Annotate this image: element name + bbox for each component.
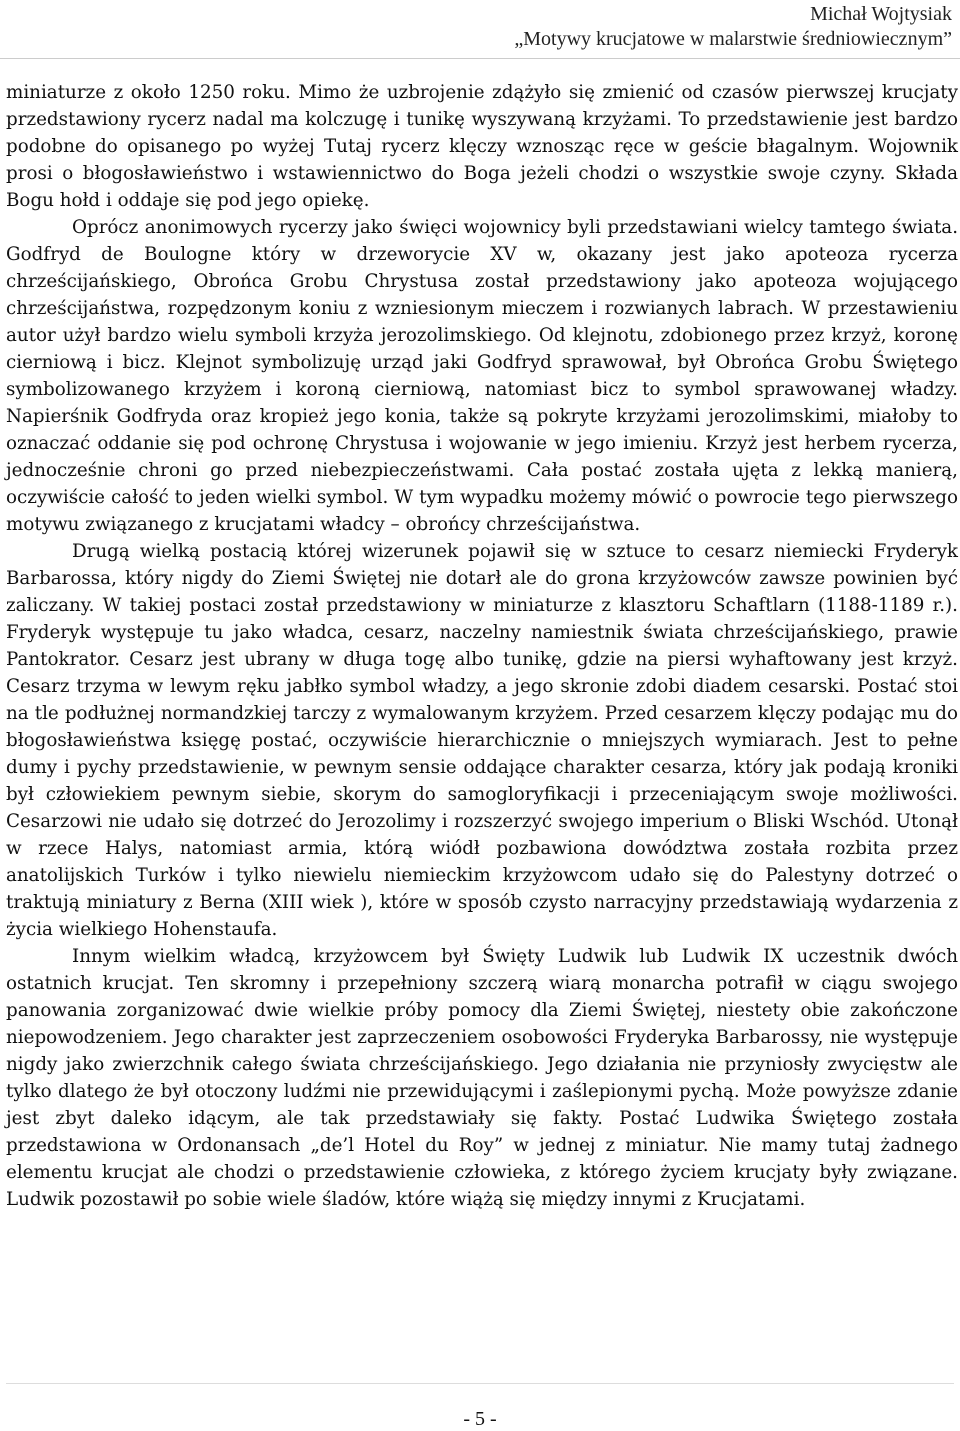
page-header (514, 2, 952, 52)
header-author: Michał Wojtysiak (810, 3, 952, 25)
footer-divider (6, 1383, 954, 1384)
document-body (6, 79, 958, 1213)
paragraph: Innym wielkim władcą, krzyżowcem był Święty Ludwik lub Ludwik IX uczestnik dwóch ostatnich krucjat. Ten skromny i przepełniony szczerą wiarą monarcha potrafił w ciągu swojego panowania zorganizować dwie wielkie próby pomocy dla Ziemi Świętej, niestety obie zakończone niepowodzeniem. Jego charakter jest zaprzeczeniem osobowości Fryderyka Barbarossy, nie występuje nigdy jako zwierzchnik całego świata chrześcijańskiego. Jego działania nie przyniosły zwycięstw ale tylko dlatego że był otoczony ludźmi nie przewidującymi i zaślepionymi pychą. Może powyższe zdanie jest zbyt daleko idącym, ale tak przedstawiały się fakty. Postać Ludwika Świętego została przedstawiona w Ordonansach „de’l Hotel du Roy” w jednej z miniatur. Nie mamy tutaj żadnego elementu krucjat ale chodzi o przedstawienie człowieka, z którego życiem krucjaty były związane. Ludwik pozostawił po sobie wiele śladów, które wiążą się między innymi z Krucjatami. (6, 946, 958, 1210)
paragraph: Drugą wielką postacią której wizerunek pojawił się w sztuce to cesarz niemiecki Fryderyk Barbarossa, który nigdy do Ziemi Świętej nie dotarł ale do grona krzyżowców zawsze powinien być zaliczany. W takiej postaci został przedstawiony w miniaturze z klasztoru Schaftlarn (1188-1189 r.). Fryderyk występuje tu jako władca, cesarz, naczelny namiestnik świata chrześcijańskiego, prawie Pantokrator. Cesarz jest ubrany w długa togę albo tunikę, gdzie na piersi wyhaftowany jest krzyż. Cesarz trzyma w lewym ręku jabłko symbol władzy, a jego skronie zdobi diadem cesarski. Postać stoi na tle podłużnej normandzkiej tarczy z wymalowanym krzyżem. Przed cesarzem klęczy podając mu do błogosławieństwa księgę postać, oczywiście hierarchicznie o mniejszych wymiarach. Jest to pełne dumy i pychy przedstawienie, w pewnym sensie oddające charakter cesarza, który jak podają kroniki był człowiekiem pewnym siebie, skorym do samogloryfikacji i przeceniającym swoje możliwości. Cesarzowi nie udało się dotrzeć do Jerozolimy i rozszerzyć swojego imperium o Bliski Wschód. Utonął w rzece Halys, natomiast armia, którą wiódł pozbawiona dowództwa została rozbita przez anatolijskich Turków i tylko niewielu niemieckim krzyżowcom udało się do Palestyny dotrzeć o traktują miniatury z Berna (XIII wiek ), które w sposób czysto narracyjny przedstawiają wydarzenia z życia wielkiego Hohenstaufa. (6, 541, 958, 940)
header-divider (0, 58, 960, 59)
paragraph: miniaturze z około 1250 roku. Mimo że uzbrojenie zdążyło się zmienić od czasów pierwszej krucjaty przedstawiony rycerz nadal ma kolczugę i tunikę wyszywaną krzyżami. To przedstawienie jest bardzo podobne do opisanego po wyżej Tutaj rycerz klęczy wznosząc ręce w geście błagalnym. Wojownik prosi o błogosławieństwo i wstawiennictwo do Boga jeżeli chodzi o wszystkie swoje czyny. Składa Bogu hołd i oddaje się pod jego opiekę. (6, 82, 958, 211)
page-number: - 5 - (463, 1408, 497, 1430)
header-title: „Motywy krucjatowe w malarstwie średniowiecznym” (514, 28, 952, 50)
paragraph: Oprócz anonimowych rycerzy jako święci wojownicy byli przedstawiani wielcy tamtego świata. Godfryd de Boulogne który w drzeworycie XV w, okazany jest jako apoteoza rycerza chrześcijańskiego, Obrońca Grobu Chrystusa został przedstawiony jako apoteoza wojującego chrześcijaństwa, rozpędzonym koniu z wzniesionym mieczem i rozwianych labrach. W przestawieniu autor użył bardzo wielu symboli krzyża jerozolimskiego. Od klejnotu, zdobionego przez krzyż, koronę cierniową i bicz. Klejnot symbolizuję urząd jaki Godfryd sprawował, był Obrońca Grobu Świętego symbolizowanego krzyżem i koroną cierniową, natomiast bicz to symbol sprawowanej władzy. Napierśnik Godfryda oraz kropież jego konia, także są pokryte krzyżami jerozolimskimi, miałoby to oznaczać oddanie się pod ochronę Chrystusa i wojowanie w jego imieniu. Krzyż jest herbem rycerza, jednocześnie chroni go przed niebezpieczeństwami. Cała postać została ujęta z lekką manierą, oczywiście całość to jeden wielki symbol. W tym wypadku możemy mówić o powrocie tego pierwszego motywu związanego z krucjatami władcy – obrońcy chrześcijaństwa. (6, 217, 958, 535)
